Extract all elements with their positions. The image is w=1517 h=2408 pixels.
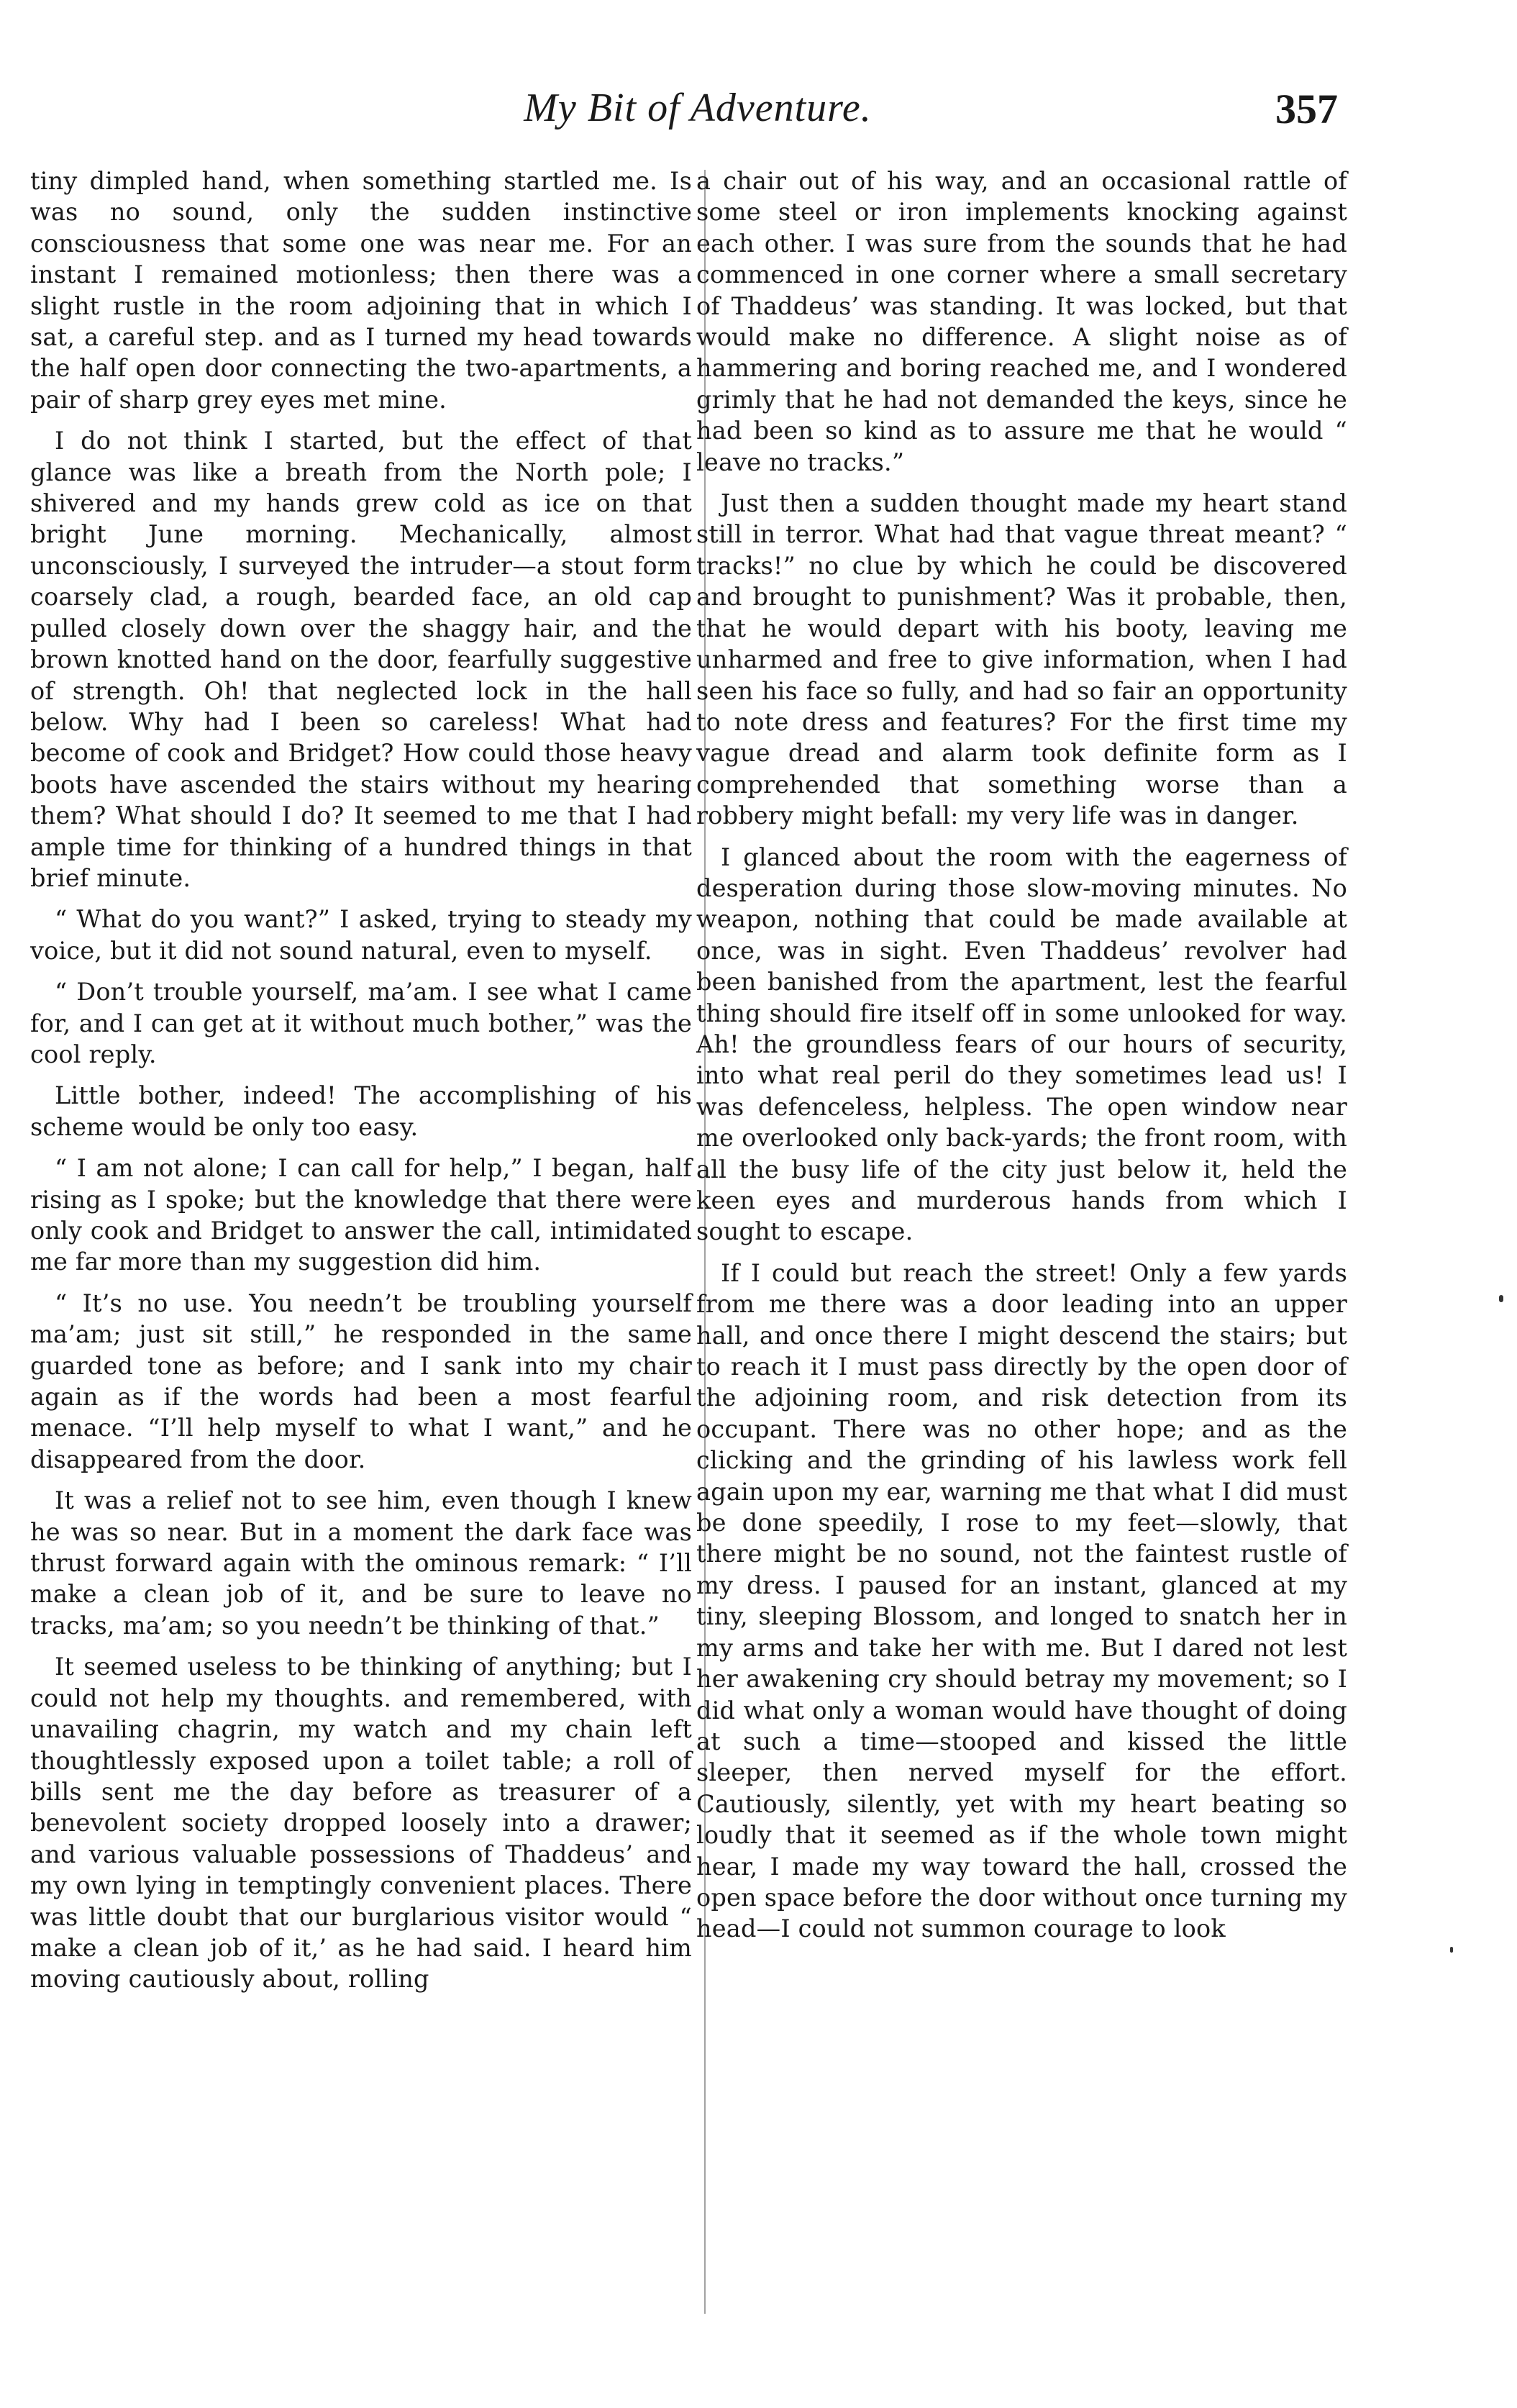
ink-speck xyxy=(1499,1295,1503,1302)
paragraph: “ What do you want?” I asked, trying to steady my voice, but it did not sound natural, even to myself. xyxy=(30,905,692,965)
paragraph: “ It’s no use. You needn’t be troubling yourself ma’am; just sit still,” he responded in the same guarded tone as before; and I sank into my chair again as if the words had been a most fearful menace. “I’ll help myself to what I want,” and he disappeared from the door. xyxy=(30,1289,692,1473)
paragraph: tiny dimpled hand, when something startled me. Is was no sound, only the sudden instinctive consciousness that some one was near me. For an instant I remained motionless; then there was a slight rustle in the room adjoining that in which I sat, a careful step. and as I turned my head towards the half open door connecting the two-apartments, a pair of sharp grey eyes met mine. xyxy=(30,167,692,414)
paragraph: Just then a sudden thought made my heart stand still in terror. What had that vague threat meant? “ tracks!” no clue by which he could be discovered and brought to punishment? Was it probable, then, that he would depart with his booty, leaving me unharmed and free to give information, when I had seen his face so fully, and had so fair an opportunity to note dress and features? For the first time my vague dread and alarm took definite form as I comprehended that something worse than a robbery might befall: my very life was in danger. xyxy=(696,489,1347,830)
paragraph: Little bother, indeed! The accomplishing of his scheme would be only too easy. xyxy=(30,1081,692,1141)
running-head xyxy=(0,85,1517,142)
left-column xyxy=(30,165,692,1995)
right-column xyxy=(696,165,1347,1945)
paragraph: If I could but reach the street! Only a few yards from me there was a door leading into an upper hall, and once there I might descend the stairs; but to reach it I must pass directly by the open door of the adjoining room, and risk detection from its occupant. There was no other hope; and as the clicking and the grinding of his lawless work fell again upon my ear, warning me that what I did must be done speedily, I rose to my feet—slowly, that there might be no sound, not the faintest rustle of my dress. I paused for an instant, glanced at my tiny, sleeping Blossom, and longed to snatch her in my arms and take her with me. But I dared not lest her awakening cry should betray my movement; so I did what only a woman would have thought of doing at such a time—stooped and kissed the little sleeper, then nerved myself for the effort. Cautiously, silently, yet with my heart beating so loudly that it seemed as if the whole town might hear, I made my way toward the hall, crossed the open space before the door without once turning my head—I could not summon courage to look xyxy=(696,1258,1347,1943)
paragraph: It seemed useless to be thinking of anything; but I could not help my thoughts. and remembered, with unavailing chagrin, my watch and my chain left thoughtlessly exposed upon a toilet table; a roll of bills sent me the day before as treasurer of a benevolent society dropped loosely into a drawer; and various valuable possessions of Thaddeus’ and my own lying in temptingly convenient places. There was little doubt that our burglarious visitor would “ make a clean job of it,’ as he had said. I heard him moving cautiously about, rolling xyxy=(30,1653,692,1994)
paragraph: I glanced about the room with the eagerness of desperation during those slow-moving minutes. No weapon, nothing that could be made available at once, was in sight. Even Thaddeus’ revolver had been banished from the apartment, lest the fearful thing should fire itself off in some unlooked for way. Ah! the groundless fears of our hours of security, into what real peril do they sometimes lead us! I was defenceless, helpless. The open window near me overlooked only back-yards; the front room, with all the busy life of the city just below it, held the keen eyes and murderous hands from which I sought to escape. xyxy=(696,842,1347,1246)
paragraph: It was a relief not to see him, even though I knew he was so near. But in a moment the dark face was thrust forward again with the ominous remark: “ I’ll make a clean job of it, and be sure to leave no tracks, ma’am; so you needn’t be thinking of that.” xyxy=(30,1486,692,1640)
paragraph: a chair out of his way, and an occasional rattle of some steel or iron implements knocking against each other. I was sure from the sounds that he had commenced in one corner where a small secretary of Thaddeus’ was standing. It was locked, but that would make no difference. A slight noise as of hammering and boring reached me, and I wondered grimly that he had not demanded the keys, since he had been so kind as to assure me that he would “ leave no tracks.” xyxy=(696,167,1347,476)
paragraph: “ I am not alone; I can call for help,” I began, half rising as I spoke; but the knowledge that there were only cook and Bridget to answer the call, intimidated me far more than my suggestion did him. xyxy=(30,1154,692,1276)
paragraph: “ Don’t trouble yourself, ma’am. I see what I came for, and I can get at it without much bother,” was the cool reply. xyxy=(30,978,692,1068)
ink-speck xyxy=(1450,1947,1453,1953)
running-title: My Bit of Adventure. xyxy=(524,86,872,130)
paragraph: I do not think I started, but the effect of that glance was like a breath from the North pole; I shivered and my hands grew cold as ice on that bright June morning. Mechanically, almost unconsciously, I surveyed the intruder—a stout form coarsely clad, a rough, bearded face, an old cap pulled closely down over the shaggy hair, and the brown knotted hand on the door, fearfully suggestive of strength. Oh! that neglected lock in the hall below. Why had I been so careless! What had become of cook and Bridget? How could those heavy boots have ascended the stairs without my hearing them? What should I do? It seemed to me that I had ample time for thinking of a hundred things in that brief minute. xyxy=(30,427,692,892)
page-number: 357 xyxy=(1275,86,1338,132)
